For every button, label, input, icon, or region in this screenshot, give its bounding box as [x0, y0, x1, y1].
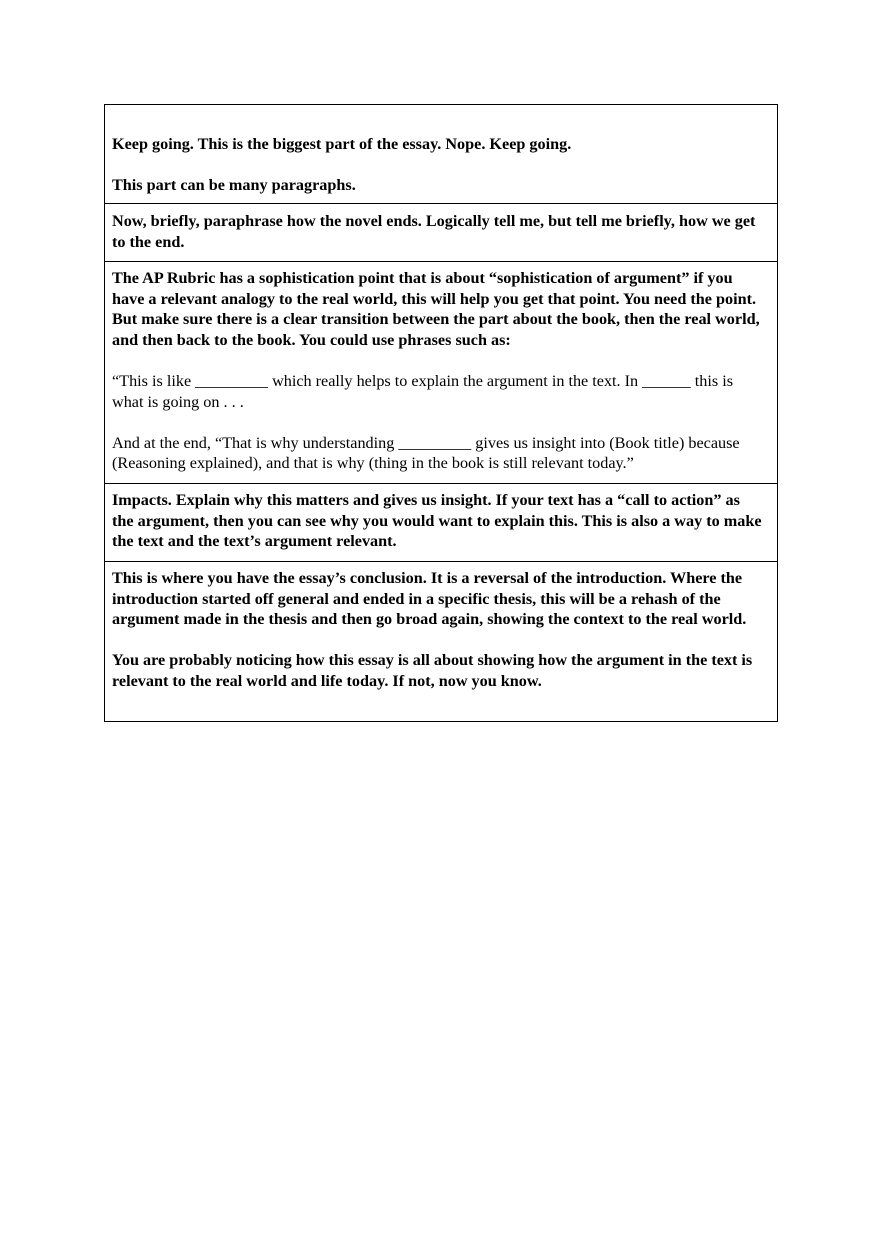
essay-outline-table [104, 104, 778, 722]
row-text-example-phrase: And at the end, “That is why understanding _________ gives us insight into (Book title) because (Reasoning explained), and that is why (thing in the book is still relevant today.” [112, 433, 740, 473]
row-text-example-phrase: “This is like _________ which really helps to explain the argument in the text. In ______ this is what is going on . . . [112, 371, 734, 411]
row-text: You are probably noticing how this essay is all about showing how the argument in the text is relevant to the real world and life today. If not, now you know. [112, 651, 753, 690]
row-text: Impacts. Explain why this matters and gives us insight. If your text has a “call to action” as the argument, then you can see why you would want to explain this. This is also a way to make the text and the text’s argument relevant. [112, 491, 762, 551]
table-row-body-continued [105, 105, 777, 203]
table-row-sophistication [105, 261, 777, 483]
row-text: Keep going. This is the biggest part of the essay. Nope. Keep going. [112, 135, 572, 153]
table-row-impacts [105, 483, 777, 561]
table-row-novel-ending [105, 203, 777, 261]
table-row-conclusion [105, 561, 777, 721]
row-text: The AP Rubric has a sophistication point that is about “sophistication of argument” if you have a relevant analogy to the real world, this will help you get that point. You need the point. But make sure there is a clear transition between the part about the book, then the real world, and then back to the book. You could use phrases such as: [112, 269, 760, 349]
row-text: Now, briefly, paraphrase how the novel ends. Logically tell me, but tell me briefly, how we get to the end. [112, 212, 756, 251]
row-text: This is where you have the essay’s conclusion. It is a reversal of the introduction. Where the introduction started off general and ended in a specific thesis, this will be a rehash of the argument made in the thesis and then go broad again, showing the context to the real world. [112, 569, 747, 629]
row-text: This part can be many paragraphs. [112, 176, 356, 195]
